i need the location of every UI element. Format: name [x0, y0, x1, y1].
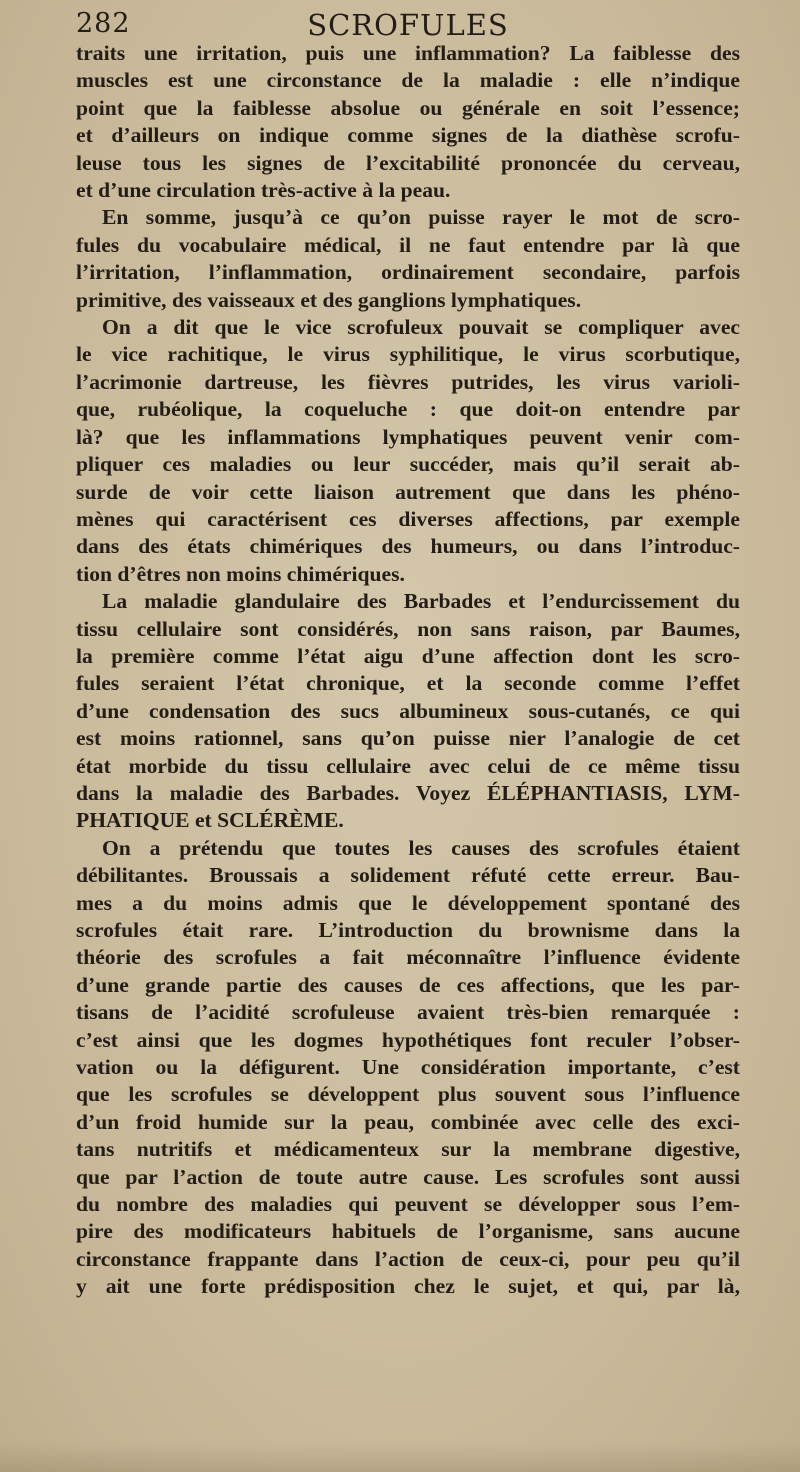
text-line: primitive, des vaisseaux et des ganglions lymphatiques.: [76, 287, 582, 312]
text-line: et d’une circulation très-active à la peau.: [76, 178, 451, 203]
text-line: l’acrimonie dartreuse, les fièvres putrides, les virus varioli-: [76, 369, 740, 394]
text-line: théorie des scrofules a fait méconnaître l’influence évidente: [76, 945, 740, 970]
text-line: là? que les inflammations lymphatiques peuvent venir com-: [76, 424, 740, 449]
text-line: traits une irritation, puis une inflammation? La faiblesse des: [76, 41, 740, 65]
text-line: On a dit que le vice scrofuleux pouvait se compliquer avec: [102, 315, 740, 340]
text-line: et d’ailleurs on indique comme signes de la diathèse scrofu-: [76, 123, 740, 148]
text-line: que les scrofules se développent plus souvent sous l’influence: [76, 1082, 740, 1107]
text-line: tans nutritifs et médicamenteux sur la membrane digestive,: [76, 1137, 740, 1162]
text-line: On a prétendu que toutes les causes des scrofules étaient: [102, 835, 740, 860]
text-line: c’est ainsi que les dogmes hypothétiques font reculer l’obser-: [76, 1027, 740, 1052]
body-text: [76, 40, 740, 1301]
text-line: pire des modificateurs habituels de l’organisme, sans aucune: [76, 1219, 740, 1244]
running-title: SCROFULES: [307, 8, 509, 42]
text-line: que par l’action de toute autre cause. Les scrofules sont aussi: [76, 1164, 740, 1189]
text-line: l’irritation, l’inflammation, ordinairement secondaire, parfois: [76, 260, 740, 285]
text-line: circonstance frappante dans l’action de ceux-ci, pour peu qu’il: [76, 1246, 740, 1271]
text-line: muscles est une circonstance de la maladie : elle n’indique: [76, 68, 740, 93]
text-line: La maladie glandulaire des Barbades et l’endurcissement du: [102, 589, 740, 614]
text-line: état morbide du tissu cellulaire avec celui de ce même tissu: [76, 753, 740, 778]
text-line: d’une grande partie des causes de ces affections, que les par-: [76, 972, 740, 997]
text-line: d’un froid humide sur la peau, combinée avec celle des exci-: [76, 1109, 740, 1134]
text-line: scrofules était rare. L’introduction du brownisme dans la: [76, 918, 740, 942]
text-line: dans la maladie des Barbades. Voyez ÉLÉPHANTIASIS, LYM-: [76, 780, 740, 805]
text-line: tissu cellulaire sont considérés, non sans raison, par Baumes,: [76, 616, 740, 641]
text-line: En somme, jusqu’à ce qu’on puisse rayer le mot de scro-: [102, 205, 740, 230]
text-line: débilitantes. Broussais a solidement réfuté cette erreur. Bau-: [76, 863, 740, 888]
text-line: que, rubéolique, la coqueluche : que doit-on entendre par: [76, 397, 740, 422]
text-line: y ait une forte prédisposition chez le sujet, et qui, par là,: [76, 1274, 740, 1299]
text-line: mènes qui caractérisent ces diverses affections, par exemple: [76, 506, 740, 531]
text-line: leuse tous les signes de l’excitabilité prononcée du cerveau,: [76, 150, 740, 175]
text-line: dans des états chimériques des humeurs, ou dans l’introduc-: [76, 534, 740, 559]
text-line: le vice rachitique, le virus syphilitique, le virus scorbutique,: [76, 342, 740, 367]
text-line: point que la faiblesse absolue ou générale en soit l’essence;: [76, 95, 740, 120]
text-line: la première comme l’état aigu d’une affection dont les scro-: [76, 643, 740, 668]
text-line: fules du vocabulaire médical, il ne faut entendre par là que: [76, 232, 740, 257]
text-line: PHATIQUE et SCLÉRÈME.: [76, 808, 344, 833]
text-line: fules seraient l’état chronique, et la seconde comme l’effet: [76, 671, 740, 696]
text-line: est moins rationnel, sans qu’on puisse nier l’analogie de cet: [76, 726, 740, 751]
text-line: vation ou la défigurent. Une considération importante, c’est: [76, 1055, 740, 1080]
text-line: d’une condensation des sucs albumineux sous-cutanés, ce qui: [76, 698, 740, 723]
text-line: du nombre des maladies qui peuvent se développer sous l’em-: [76, 1192, 740, 1217]
text-line: tion d’êtres non moins chimériques.: [76, 561, 405, 586]
text-line: tisans de l’acidité scrofuleuse avaient très-bien remarquée :: [76, 1000, 740, 1025]
page-header: [76, 8, 740, 42]
page-number: 282: [76, 8, 131, 39]
page-edge-stain: [0, 1442, 800, 1472]
text-line: pliquer ces maladies ou leur succéder, mais qu’il serait ab-: [76, 452, 740, 477]
text-line: surde de voir cette liaison autrement que dans les phéno-: [76, 479, 740, 504]
text-line: mes a du moins admis que le développement spontané des: [76, 890, 740, 915]
